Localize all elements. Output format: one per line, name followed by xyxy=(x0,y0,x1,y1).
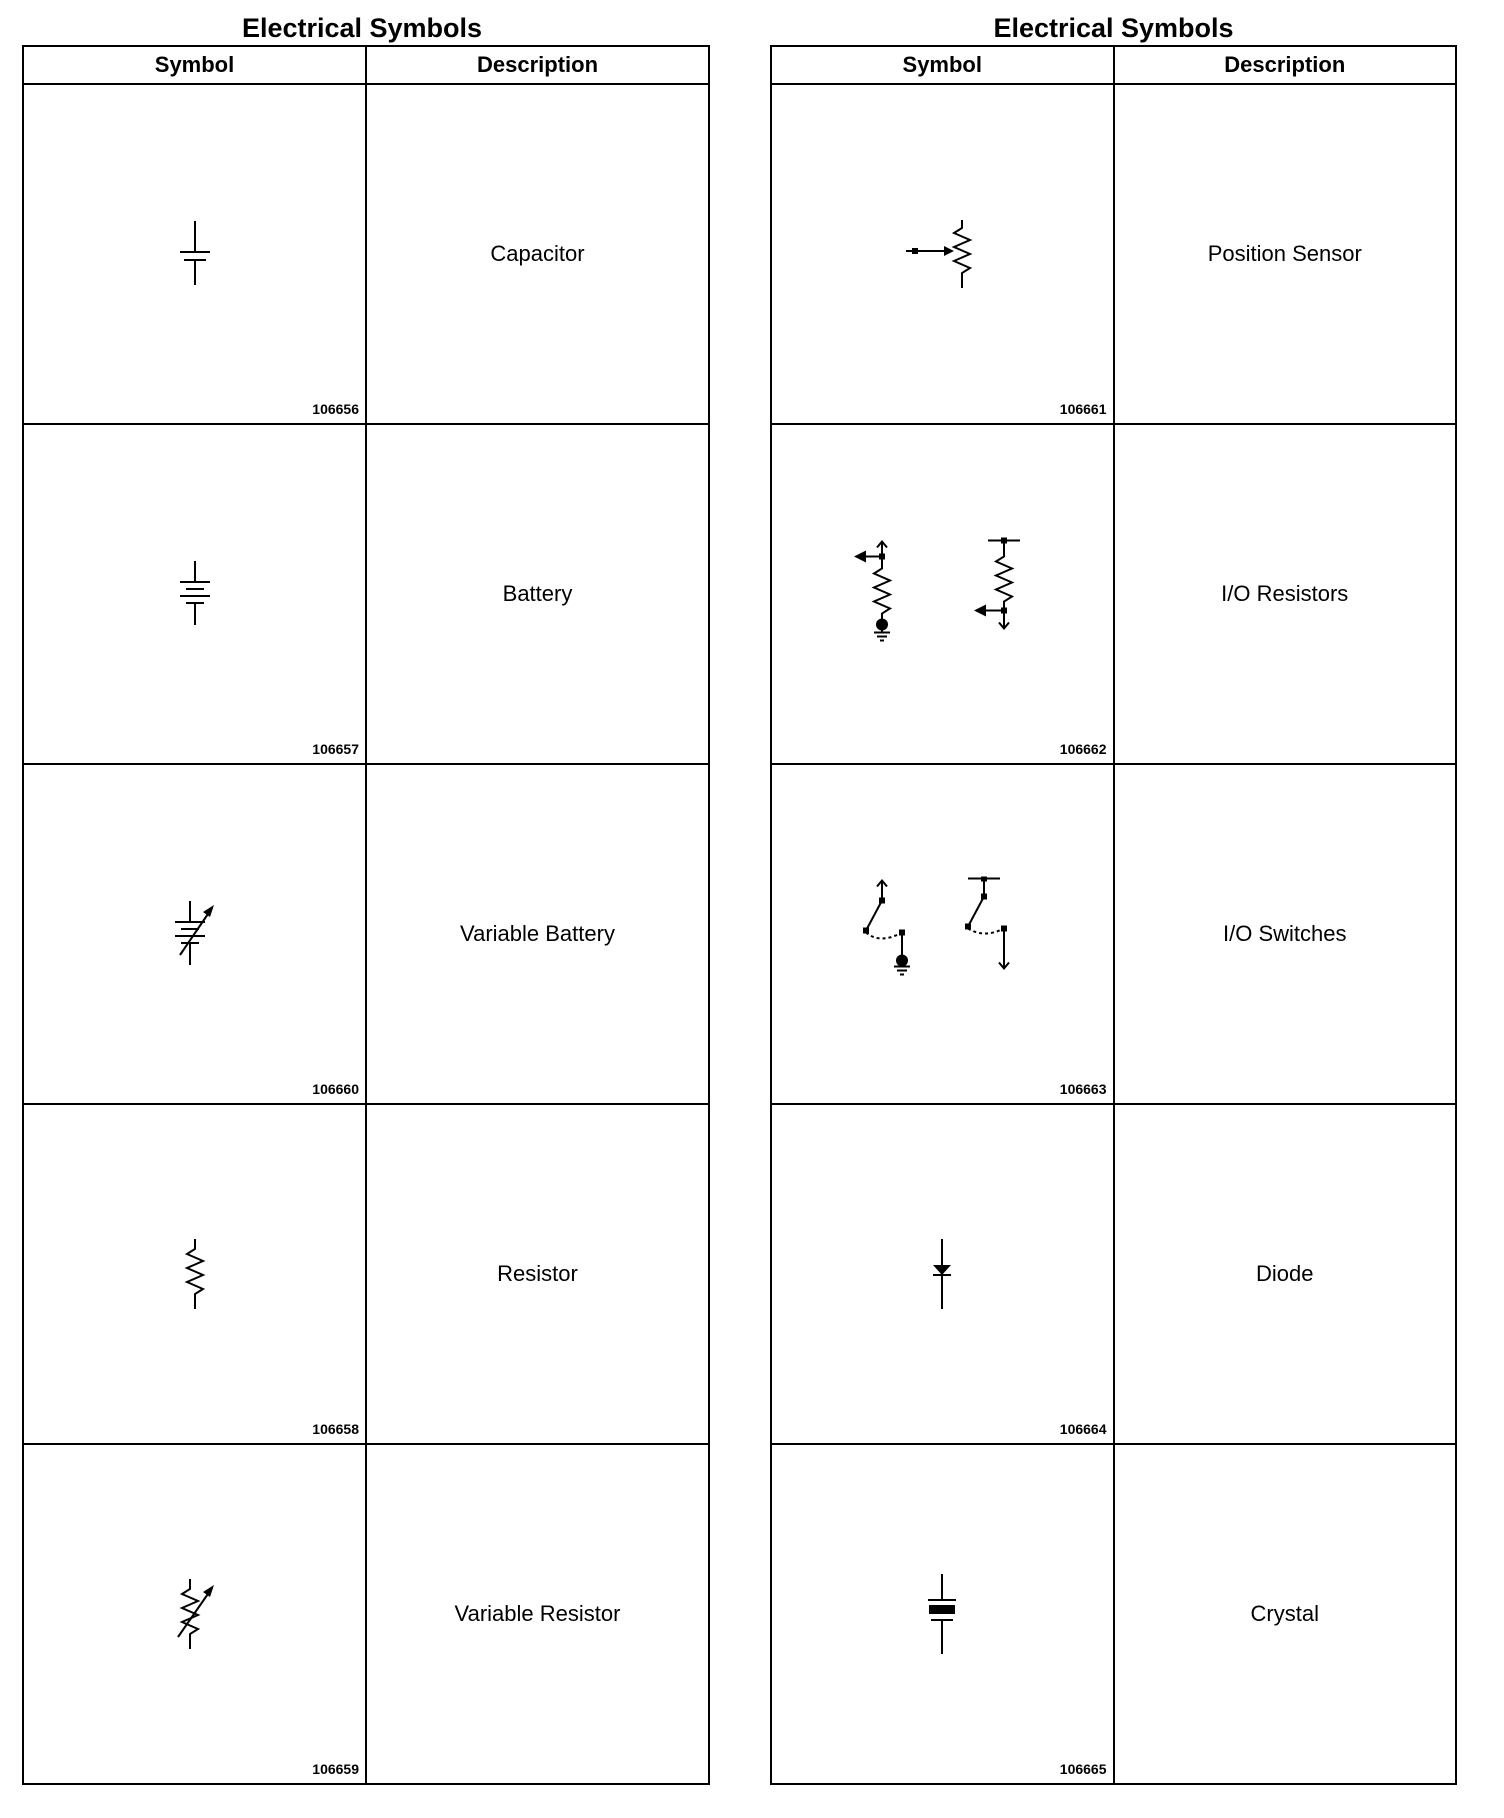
symbol-cell xyxy=(771,764,1114,1104)
variable-battery-icon xyxy=(170,899,220,969)
crystal-icon xyxy=(922,1572,962,1656)
position-sensor-icon xyxy=(902,218,982,290)
description-cell: Battery xyxy=(366,424,709,764)
symbol-column-header: Symbol xyxy=(23,46,366,84)
symbol-table xyxy=(22,45,710,1785)
description-cell: I/O Resistors xyxy=(1114,424,1457,764)
description-cell: Crystal xyxy=(1114,1444,1457,1784)
table-row xyxy=(23,764,709,1104)
right-symbol-table xyxy=(770,0,1457,1785)
symbol-table xyxy=(770,45,1457,1785)
table-row xyxy=(23,84,709,424)
symbol-cell xyxy=(771,424,1114,764)
figure-code: 106663 xyxy=(1059,1081,1107,1097)
description-column-header: Description xyxy=(366,46,709,84)
io-resistors-icon xyxy=(852,537,1032,652)
symbol-cell xyxy=(23,1444,366,1784)
symbol-cell xyxy=(771,1444,1114,1784)
description-cell: Position Sensor xyxy=(1114,84,1457,424)
figure-code: 106662 xyxy=(1059,741,1107,757)
symbol-column-header: Symbol xyxy=(771,46,1114,84)
figure-code: 106658 xyxy=(312,1421,359,1437)
diode-icon xyxy=(927,1237,957,1311)
symbol-cell xyxy=(23,84,366,424)
table-row xyxy=(771,1444,1456,1784)
symbol-cell xyxy=(771,1104,1114,1444)
description-cell: Resistor xyxy=(366,1104,709,1444)
resistor-icon xyxy=(175,1237,215,1311)
table-row xyxy=(23,1104,709,1444)
table-row xyxy=(23,1444,709,1784)
left-symbol-table xyxy=(22,0,710,1785)
description-cell: Diode xyxy=(1114,1104,1457,1444)
description-column-header: Description xyxy=(1114,46,1457,84)
table-row xyxy=(771,84,1456,424)
table-header-row xyxy=(23,46,709,84)
variable-resistor-icon xyxy=(170,1577,220,1651)
io-switches-icon xyxy=(852,877,1032,992)
figure-code: 106657 xyxy=(312,741,359,757)
symbol-cell xyxy=(23,424,366,764)
table-header-row xyxy=(771,46,1456,84)
description-cell: Variable Battery xyxy=(366,764,709,1104)
figure-code: 106659 xyxy=(312,1761,359,1777)
table-row xyxy=(771,424,1456,764)
table-row xyxy=(23,424,709,764)
symbol-cell xyxy=(771,84,1114,424)
capacitor-icon xyxy=(175,219,215,289)
description-cell: Capacitor xyxy=(366,84,709,424)
table-row xyxy=(771,764,1456,1104)
table-row xyxy=(771,1104,1456,1444)
figure-code: 106665 xyxy=(1059,1761,1107,1777)
figure-code: 106660 xyxy=(312,1081,359,1097)
battery-icon xyxy=(175,559,215,629)
figure-code: 106656 xyxy=(312,401,359,417)
figure-code: 106664 xyxy=(1059,1421,1107,1437)
table-title: Electrical Symbols xyxy=(241,13,483,43)
description-cell: Variable Resistor xyxy=(366,1444,709,1784)
symbol-cell xyxy=(23,1104,366,1444)
symbol-cell xyxy=(23,764,366,1104)
description-cell: I/O Switches xyxy=(1114,764,1457,1104)
figure-code: 106661 xyxy=(1059,401,1107,417)
table-title: Electrical Symbols xyxy=(993,13,1234,43)
